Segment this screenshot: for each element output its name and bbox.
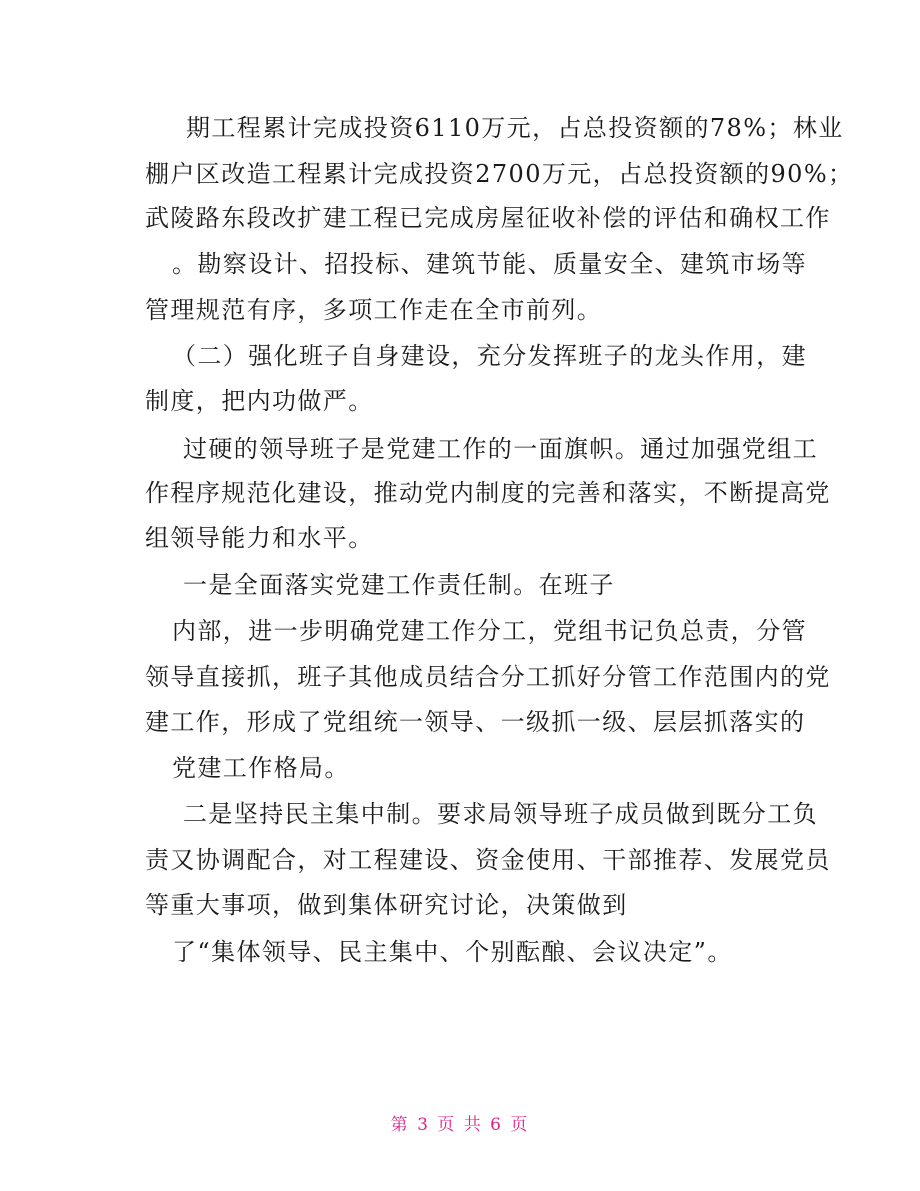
- text-line: 责又协调配合，对工程建设、资金使用、干部推荐、发展党员: [145, 846, 831, 874]
- text-line: 作程序规范化建设，推动党内制度的完善和落实，不断提高党: [145, 479, 831, 507]
- text-line: 了“集体领导、民主集中、个别酝酿、会议决定”。: [172, 938, 733, 966]
- text-line: 管理规范有序，多项工作走在全市前列。: [145, 296, 603, 324]
- text-line: 武陵路东段改扩建工程已完成房屋征收补偿的评估和确权工作: [145, 204, 831, 232]
- text-line: 组领导能力和水平。: [145, 524, 374, 552]
- section-heading-continued: 制度，把内功做严。: [145, 387, 374, 415]
- text-line: 过硬的领导班子是党建工作的一面旗帜。通过加强党组工: [183, 435, 818, 463]
- text-line: 等重大事项，做到集体研究讨论，决策做到: [145, 891, 628, 919]
- text-line: 党建工作格局。: [172, 754, 350, 782]
- text-line: 棚户区改造工程累计完成投资2700万元，占总投资额的90%；: [145, 160, 854, 188]
- text-line: 内部，进一步明确党建工作分工，党组书记负总责，分管: [172, 617, 807, 645]
- section-heading: （二）强化班子自身建设，充分发挥班子的龙头作用，建: [172, 342, 807, 370]
- text-line: 一是全面落实党建工作责任制。在班子: [183, 571, 615, 599]
- text-line: 建工作，形成了党组统一领导、一级抓一级、层层抓落实的: [145, 708, 806, 736]
- text-line: 期工程累计完成投资6110万元，占总投资额的78%；林业: [186, 114, 844, 142]
- page-number-footer: 第 3 页 共 6 页: [390, 1115, 530, 1135]
- text-line: 。勘察设计、招投标、建筑节能、质量安全、建筑市场等: [172, 250, 807, 278]
- text-line: 领导直接抓，班子其他成员结合分工抓好分管工作范围内的党: [145, 663, 831, 691]
- text-line: 二是坚持民主集中制。要求局领导班子成员做到既分工负: [183, 800, 818, 828]
